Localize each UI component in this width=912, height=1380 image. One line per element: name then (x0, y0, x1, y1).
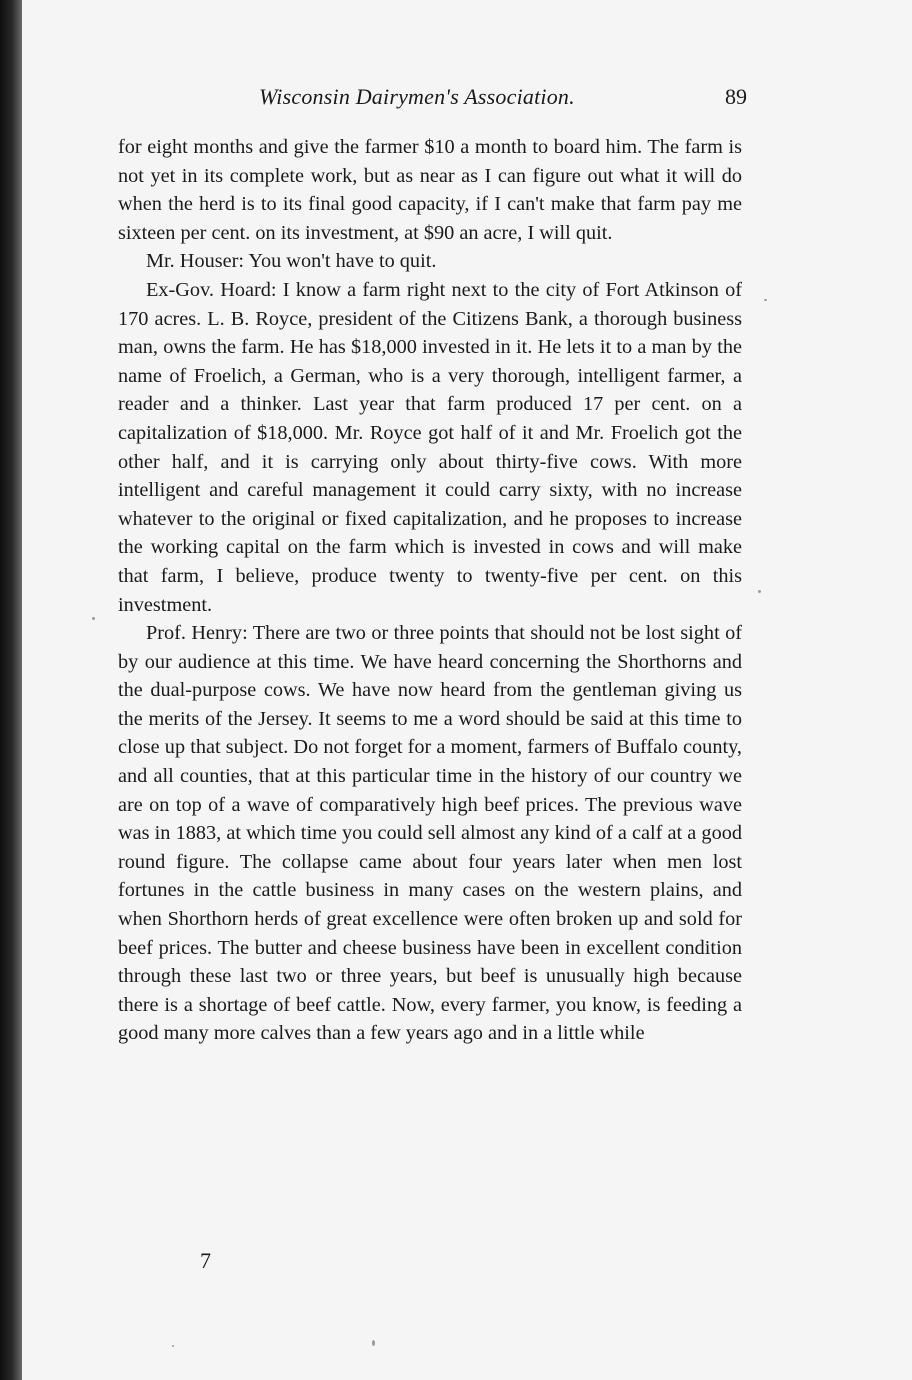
paper-speck (172, 1345, 174, 1347)
page-header (22, 84, 912, 114)
body-text (118, 133, 742, 1048)
paper-speck (372, 1340, 375, 1346)
paragraph-2: Mr. Houser: You won't have to quit. (146, 250, 437, 273)
book-spine-shadow (0, 0, 22, 1380)
paragraph-1: for eight months and give the farmer $10 a month to board him. The farm is not yet in its complete work, but as near as I can figure out what it will do when the herd is to its final good capacity, if I can't make that farm pay me sixteen per cent. on its investment, at $90 an acre, I will quit. (118, 136, 742, 244)
paper-speck (764, 299, 767, 301)
page-number: 89 (725, 84, 747, 109)
paper-speck (92, 617, 95, 620)
running-title: Wisconsin Dairymen's Association. (259, 84, 575, 109)
paragraph-3: Ex-Gov. Hoard: I know a farm right next to the city of Fort Atkinson of 170 acres. L. B. Royce, president of the Citizens Bank, a thorough business man, owns the farm. He has $18,000 invested in it. He lets it to a man by the name of Froelich, a German, who is a very thorough, intelligent farmer, a reader and a thinker. Last year that farm produced 17 per cent. on a capitalization of $18,000. Mr. Royce got half of it and Mr. Froelich got the other half, and it is carrying only about thirty-five cows. With more intelligent and careful management it could carry sixty, with no increase whatever to the original or fixed capitalization, and he proposes to increase the working capital on the farm which is invested in cows and will make that farm, I believe, produce twenty to twenty-five per cent. on this investment. (118, 278, 742, 616)
book-page (22, 0, 912, 1380)
paragraph-4: Prof. Henry: There are two or three points that should not be lost sight of by our audience at this time. We have heard concerning the Shorthorns and the dual-purpose cows. We have now heard from the gentleman giving us the merits of the Jersey. It seems to me a word should be said at this time to close up that subject. Do not forget for a moment, farmers of Buffalo county, and all counties, that at this particular time in the history of our country we are on top of a wave of comparatively high beef prices. The previous wave was in 1883, at which time you could sell almost any kind of a calf at a good round figure. The collapse came about four years later when men lost fortunes in the cattle business in many cases on the western plains, and when Shorthorn herds of great excellence were often broken up and sold for beef prices. The butter and cheese business have been in excellent condition through these last two or three years, but beef is unusually high because there is a shortage of beef cattle. Now, every farmer, you know, is feeding a good many more calves than a few years ago and in a little while (118, 622, 742, 1045)
paper-speck (758, 590, 761, 593)
signature-mark: 7 (200, 1248, 211, 1273)
